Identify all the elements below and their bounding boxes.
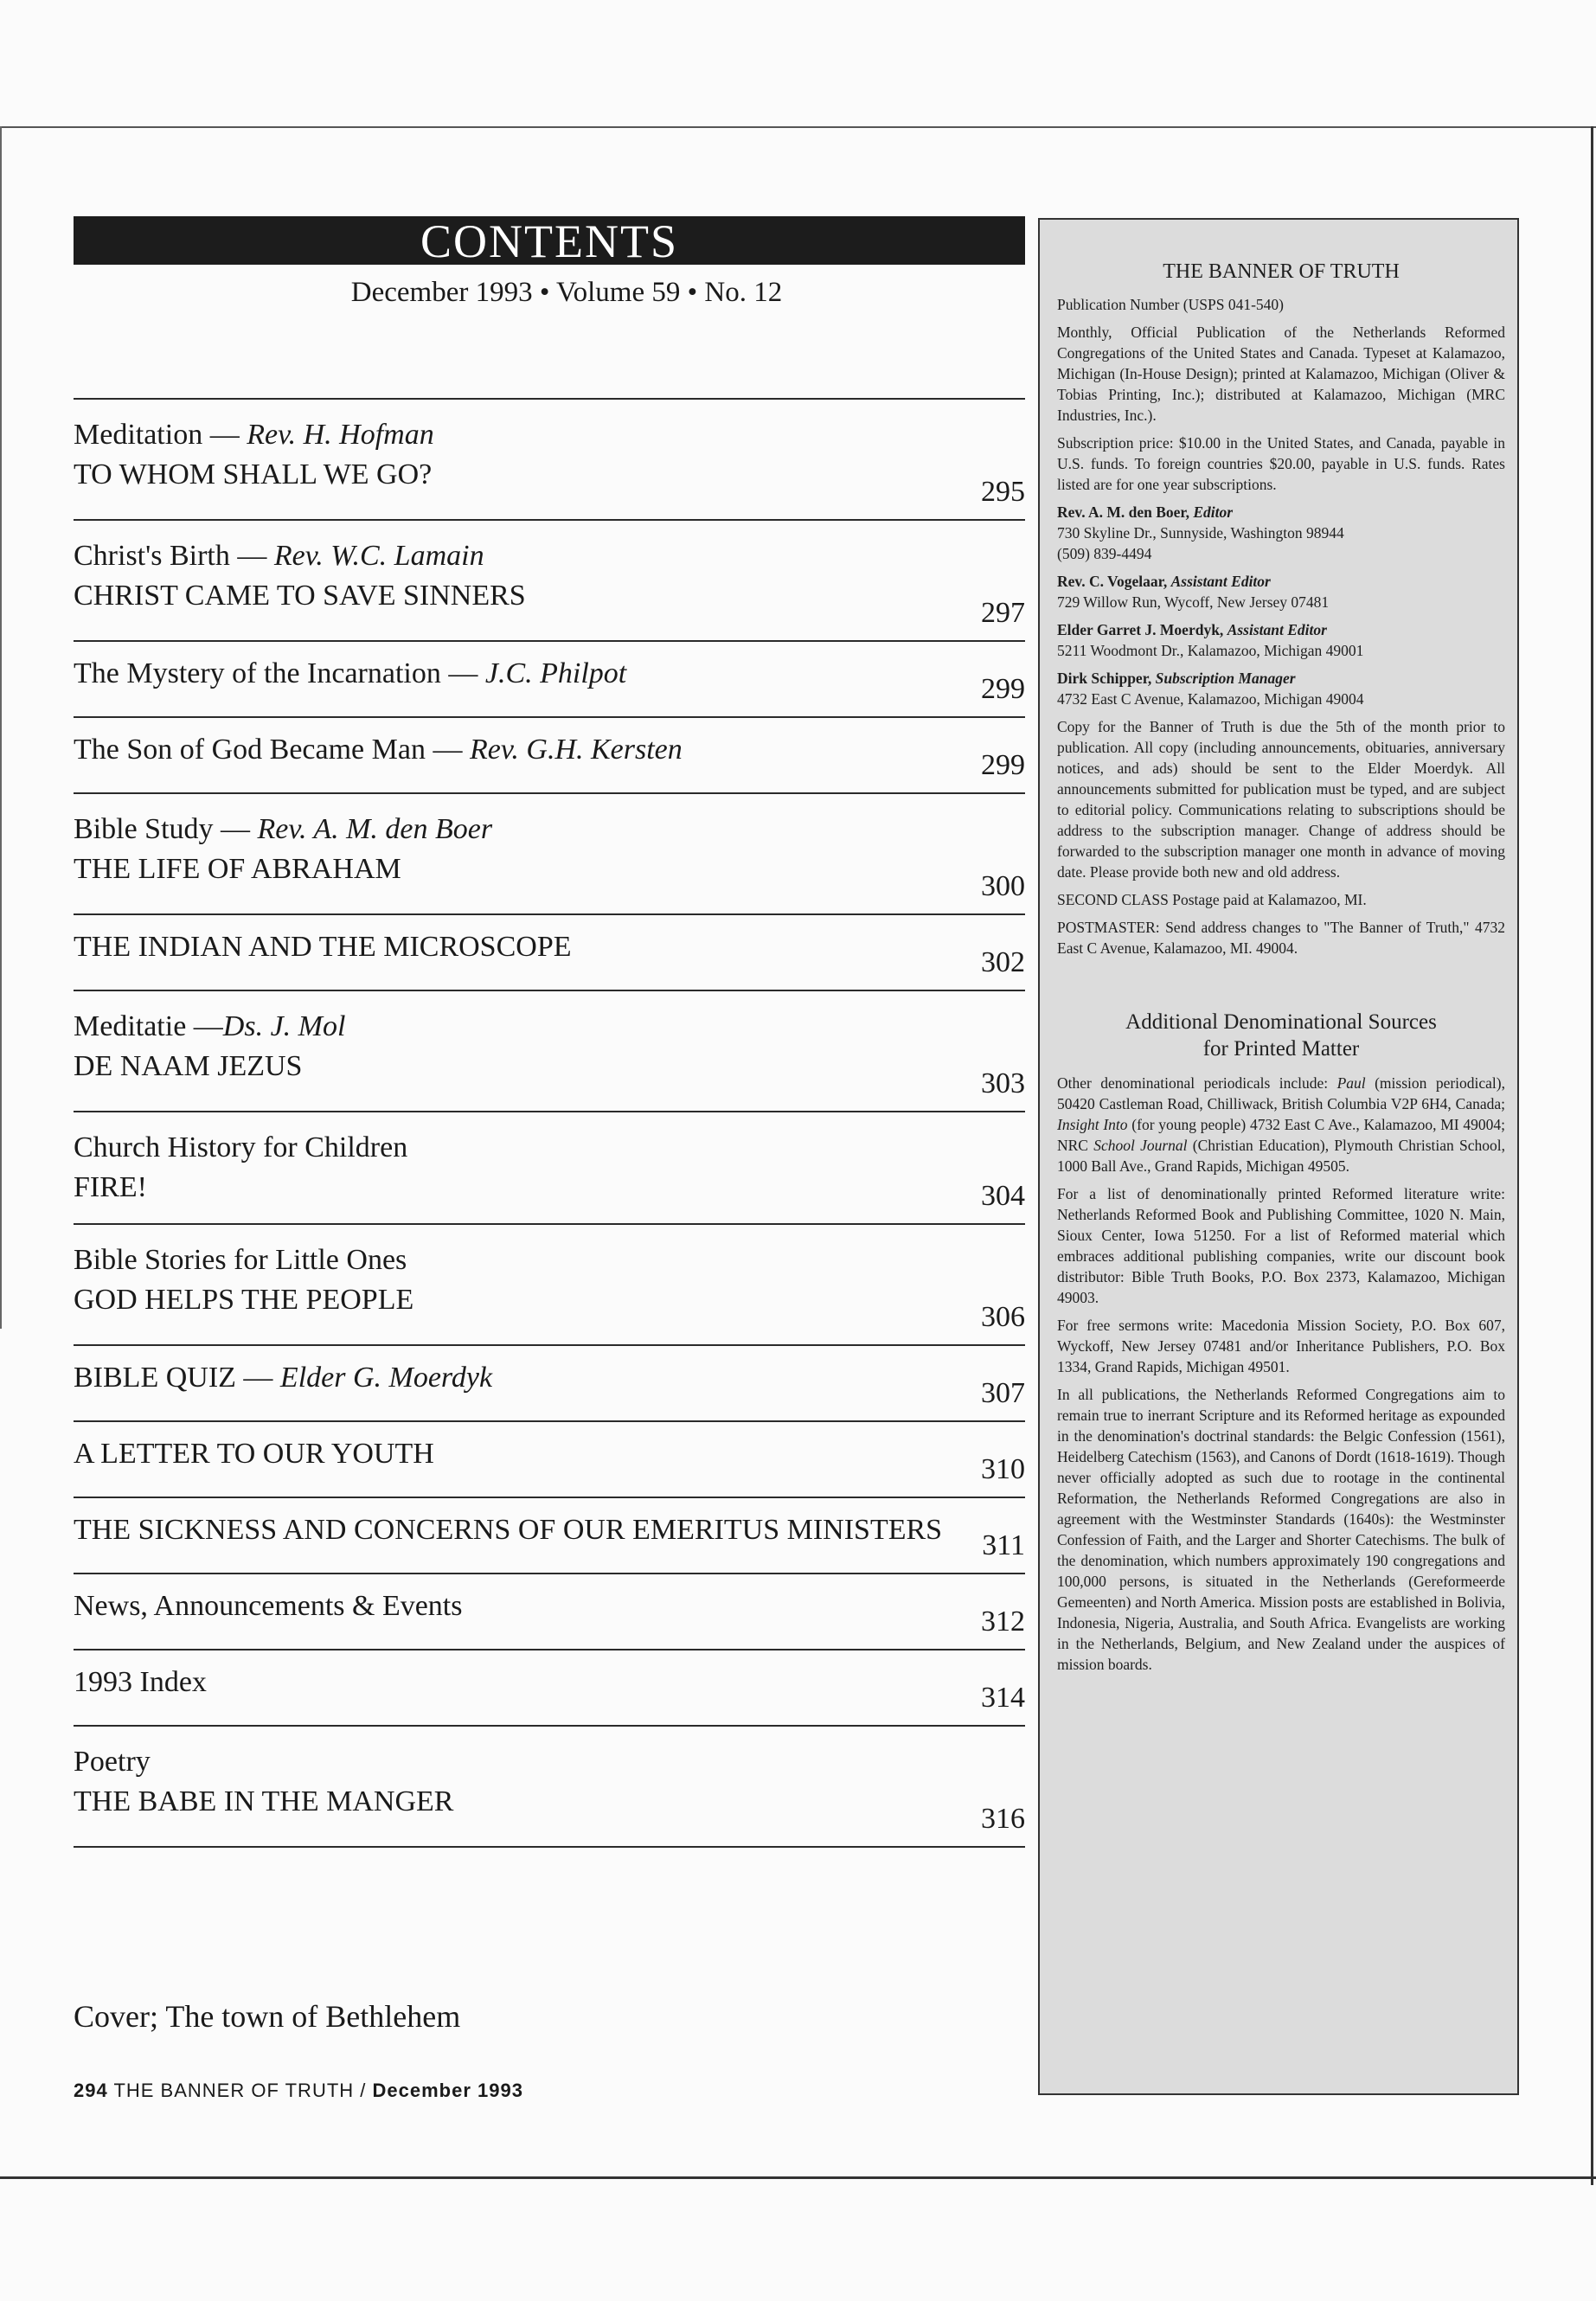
periodicals-paragraph — [1057, 1073, 1505, 1176]
publication-number: Publication Number (USPS 041-540) — [1057, 296, 1285, 313]
masthead-sidebar — [1038, 218, 1519, 2095]
staff-name: Elder Garret J. Moerdyk, — [1057, 621, 1227, 638]
staff-contact-line: 729 Willow Run, Wycoff, New Jersey 07481 — [1057, 593, 1330, 611]
periodical-insight-text: (for young people) 4732 East C Ave., Kalamazoo, MI 49004; NRC — [1057, 1116, 1505, 1154]
toc-entry-section: Meditatie — — [74, 1010, 223, 1042]
staff-list — [1057, 502, 1505, 709]
toc-entry-title — [74, 1128, 1025, 1168]
toc-entry-author: Rev. W.C. Lamain — [273, 540, 484, 572]
toc-entry-section: Bible Study — — [74, 813, 258, 845]
additional-sources-heading — [1057, 1009, 1505, 1062]
periodical-school-text: (Christian Education), Plymouth Christian School, 1000 Ball Ave., Grand Rapids, Michigan 49505. — [1057, 1137, 1505, 1175]
contents-banner: CONTENTS — [74, 216, 1025, 265]
toc-entry — [74, 1420, 1025, 1497]
toc-entry-page-number: 314 — [981, 1682, 1025, 1714]
staff-contact-line: 730 Skyline Dr., Sunnyside, Washington 98944 — [1057, 524, 1344, 542]
literature-paragraph: For a list of denominationally printed Reformed literature write: Netherlands Reformed Book and Publishing Committee, 1020 N. Main, Sioux Center, Iowa 51250. For a list of Reformed material which embraces additional publishing companies, write our discount book distributor: Bible Truth Books, P.O. Box 2373, Kalamazoo, Michigan 49003. — [1057, 1185, 1505, 1306]
toc-entry-title — [74, 654, 1025, 694]
toc-entry-subtitle: THE LIFE OF ABRAHAM — [74, 853, 401, 885]
sermons-paragraph: For free sermons write: Macedonia Mission Society, P.O. Box 607, Wyckoff, New Jersey 07481 and/or Inheritance Publishers, P.O. Box 1334, Grand Rapids, Michigan 49501. — [1057, 1317, 1505, 1375]
toc-entry-author: Rev. G.H. Kersten — [469, 734, 683, 766]
table-of-contents — [74, 398, 1025, 1848]
page-frame-left — [0, 126, 2, 1329]
toc-entry-page-number: 304 — [981, 1180, 1025, 1212]
toc-entry-section: Meditation — — [74, 419, 247, 451]
subscription-info: Subscription price: $10.00 in the United States, and Canada, payable in U.S. funds. To foreign countries $20.00, payable in U.S. funds. Rates listed are for one year subscriptions. — [1057, 434, 1505, 493]
toc-entry-author: Rev. A. M. den Boer — [257, 813, 493, 845]
toc-entry — [74, 1111, 1025, 1223]
toc-entry-title — [74, 1586, 1025, 1626]
page-frame-right — [1591, 126, 1593, 2185]
additional-sources-heading-line2: for Printed Matter — [1202, 1037, 1360, 1061]
toc-entry-section: THE SICKNESS AND CONCERNS OF OUR EMERITUS MINISTERS — [74, 1514, 943, 1546]
toc-entry-title — [74, 1240, 1025, 1280]
toc-entry-subtitle: CHRIST CAME TO SAVE SINNERS — [74, 580, 526, 612]
toc-entry — [74, 1725, 1025, 1846]
toc-entry-section: The Mystery of the Incarnation — — [74, 657, 485, 689]
periodical-insight: Insight Into — [1057, 1116, 1128, 1133]
toc-entry-section: 1993 Index — [74, 1666, 207, 1698]
cover-caption: Cover; The town of Bethlehem — [74, 1999, 461, 2034]
toc-entry-title — [74, 927, 1025, 967]
page-frame-bottom — [0, 2176, 1596, 2179]
staff-contact-line: 5211 Woodmont Dr., Kalamazoo, Michigan 49001 — [1057, 642, 1364, 659]
toc-entry-subtitle: TO WHOM SHALL WE GO? — [74, 458, 433, 490]
staff-member — [1057, 502, 1505, 564]
toc-entry-section: Christ's Birth — — [74, 540, 274, 572]
issue-line: December 1993 • Volume 59 • No. 12 — [350, 277, 783, 308]
toc-entry-title — [74, 810, 1025, 849]
staff-role: Assistant Editor — [1170, 573, 1271, 590]
toc-entry-section: News, Announcements & Events — [74, 1590, 463, 1622]
staff-contact-line: 4732 East C Avenue, Kalamazoo, Michigan 49004 — [1057, 690, 1364, 708]
toc-entry-author: Ds. J. Mol — [222, 1010, 346, 1042]
toc-entry-author: Elder G. Moerdyk — [279, 1362, 493, 1394]
staff-member — [1057, 571, 1505, 612]
toc-entry — [74, 1223, 1025, 1344]
staff-role: Editor — [1193, 503, 1234, 521]
periodical-paul-text: (mission periodical), 50420 Castleman Road, Chilliwack, British Columbia V2P 6H4, Canada; — [1057, 1074, 1505, 1112]
toc-entry-page-number: 306 — [981, 1301, 1025, 1333]
toc-entry-section: Church History for Children — [74, 1131, 408, 1163]
toc-entry-page-number: 299 — [981, 673, 1025, 705]
toc-entry-title — [74, 1434, 1025, 1474]
toc-entry — [74, 913, 1025, 990]
toc-entry-title — [74, 1358, 1025, 1398]
toc-entry-title — [74, 415, 1025, 455]
staff-role: Subscription Manager — [1155, 670, 1296, 687]
toc-entry-page-number: 297 — [981, 597, 1025, 629]
footer-date: December 1993 — [372, 2080, 523, 2101]
toc-entry-subtitle: GOD HELPS THE PEOPLE — [74, 1284, 414, 1316]
copy-note: Copy for the Banner of Truth is due the 5th of the month prior to publication. All copy (including announcements, obituaries, anniversary notices, and ads) should be sent to the Elder Moerdyk. All announcements submitted for publication must be typed, and are subject to editorial policy. Communications relating to subscriptions should be address to the subscription manager. Change of address should be forwarded to the subscription manager one month in advance of moving date. Please provide both new and old address. — [1057, 718, 1505, 881]
footer-page-number: 294 — [74, 2080, 108, 2101]
staff-member — [1057, 619, 1505, 661]
toc-entry-section: Bible Stories for Little Ones — [74, 1244, 407, 1276]
toc-entry-author: J.C. Philpot — [484, 657, 627, 689]
toc-entry-section: A LETTER TO OUR YOUTH — [74, 1438, 434, 1470]
toc-entry-page-number: 312 — [981, 1606, 1025, 1638]
toc-entry-subtitle: DE NAAM JEZUS — [74, 1050, 303, 1082]
toc-entry-title — [74, 536, 1025, 576]
additional-sources-heading-line1: Additional Denominational Sources — [1125, 1010, 1437, 1034]
staff-contact-line: (509) 839-4494 — [1057, 545, 1152, 562]
toc-entry-section: BIBLE QUIZ — — [74, 1362, 280, 1394]
toc-entry-page-number: 295 — [981, 476, 1025, 508]
staff-name: Rev. A. M. den Boer, — [1057, 503, 1194, 521]
toc-entry-page-number: 299 — [981, 749, 1025, 781]
toc-entry-page-number: 302 — [981, 946, 1025, 978]
contents-header — [74, 216, 1025, 309]
periodicals-intro: Other denominational periodicals include: — [1057, 1074, 1337, 1092]
toc-entry — [74, 640, 1025, 716]
toc-entry-section: Poetry — [74, 1746, 151, 1778]
masthead-title: THE BANNER OF TRUTH — [1163, 260, 1400, 283]
staff-name: Rev. C. Vogelaar, — [1057, 573, 1171, 590]
toc-entry-page-number: 300 — [981, 870, 1025, 902]
toc-entry-title — [74, 1007, 1025, 1047]
toc-entry — [74, 716, 1025, 792]
toc-entry-title — [74, 1663, 1025, 1702]
staff-name: Dirk Schipper, — [1057, 670, 1156, 687]
doctrine-paragraph: In all publications, the Netherlands Reformed Congregations aim to remain true to inerrant Scripture and its Reformed heritage as expounded in the denomination's doctrinal standards: the Belgic Confession (1561), Heidelberg Catechism (1563), and Canons of Dordt (1618-1619). Though never officially adopted as such due to rootage in the continental Reformation, the Netherlands Reformed Congregations are also in agreement with the Westminster Standards (1640s): the Westminster Confession of Faith, and the Larger and Shorter Catechisms. The bulk of the denomination, which numbers approximately 190 congregations and 100,000 persons, is situated in the Netherlands (Gereformeerde Gemeenten) and North America. Mission posts are established in Bolivia, Indonesia, Nigeria, Australia, and South Africa. Evangelists are working in the Netherlands, Belgium, and New Zealand under the auspices of mission boards. — [1057, 1386, 1505, 1673]
toc-entry-section: THE INDIAN AND THE MICROSCOPE — [74, 931, 572, 963]
toc-entry — [74, 398, 1025, 519]
staff-role: Assistant Editor — [1227, 621, 1327, 638]
periodical-school-journal: School Journal — [1093, 1137, 1188, 1154]
toc-entry-page-number: 311 — [982, 1529, 1025, 1561]
toc-entry-page-number: 310 — [981, 1453, 1025, 1485]
toc-entry-author: Rev. H. Hofman — [247, 419, 434, 451]
periodical-paul: Paul — [1336, 1074, 1366, 1092]
toc-entry — [74, 792, 1025, 913]
publication-info: Monthly, Official Publication of the Netherlands Reformed Congregations of the United States and Canada. Typeset at Kalamazoo, Michigan (In-House Design); printed at Kalamazoo, Michigan (Oliver & Tobias Printing, Inc.); distributed at Kalamazoo, Michigan (MRC Industries, Inc.). — [1057, 324, 1505, 424]
toc-entry — [74, 990, 1025, 1111]
page-footer — [74, 2080, 523, 2102]
toc-entry — [74, 1497, 1025, 1573]
second-class-note: SECOND CLASS Postage paid at Kalamazoo, MI. — [1057, 891, 1367, 908]
toc-entry-subtitle: FIRE! — [74, 1171, 147, 1203]
toc-entry — [74, 1573, 1025, 1649]
toc-entry — [74, 1344, 1025, 1420]
toc-entry — [74, 1649, 1025, 1725]
toc-entry-page-number: 303 — [981, 1067, 1025, 1099]
toc-entry-title — [74, 1510, 1025, 1550]
toc-entry — [74, 519, 1025, 640]
toc-entry-page-number: 307 — [981, 1377, 1025, 1409]
toc-entry-section: The Son of God Became Man — — [74, 734, 470, 766]
toc-end-rule — [74, 1846, 1025, 1848]
toc-entry-title — [74, 730, 1025, 770]
toc-entry-subtitle: THE BABE IN THE MANGER — [74, 1785, 454, 1817]
page-frame-top — [0, 126, 1596, 128]
footer-publication: THE BANNER OF TRUTH / — [113, 2080, 373, 2101]
toc-entry-page-number: 316 — [981, 1803, 1025, 1835]
postmaster-note: POSTMASTER: Send address changes to "The Banner of Truth," 4732 East C Avenue, Kalamazoo, MI. 49004. — [1057, 919, 1505, 957]
toc-entry-title — [74, 1742, 1025, 1782]
staff-member — [1057, 668, 1505, 709]
